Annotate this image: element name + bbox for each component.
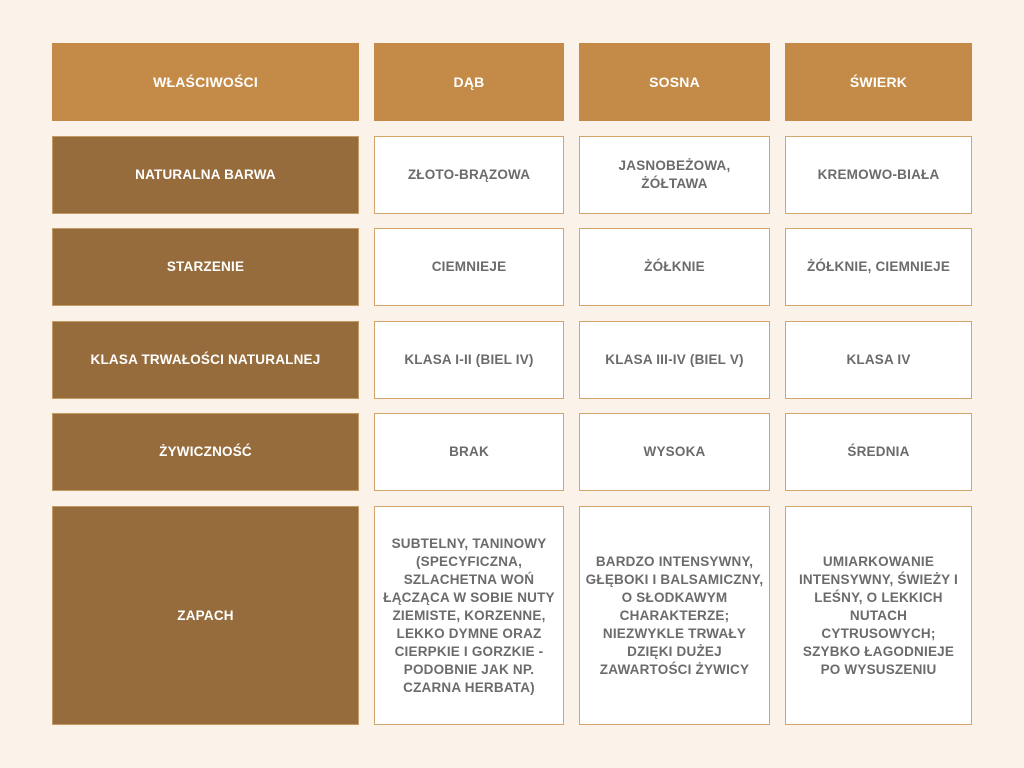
header-spruce: ŚWIERK: [785, 43, 972, 121]
cell-pine-natural-color: JASNOBEŻOWA, ŻÓŁTAWA: [579, 136, 770, 214]
cell-spruce-durability-class: KLASA IV: [785, 321, 972, 399]
cell-oak-natural-color: ZŁOTO-BRĄZOWA: [374, 136, 564, 214]
row-label-durability-class: KLASA TRWAŁOŚCI NATURALNEJ: [52, 321, 359, 399]
header-pine: SOSNA: [579, 43, 770, 121]
cell-spruce-aging: ŻÓŁKNIE, CIEMNIEJE: [785, 228, 972, 306]
cell-oak-durability-class: KLASA I-II (BIEL IV): [374, 321, 564, 399]
cell-spruce-resin-content: ŚREDNIA: [785, 413, 972, 491]
cell-oak-aging: CIEMNIEJE: [374, 228, 564, 306]
row-label-natural-color: NATURALNA BARWA: [52, 136, 359, 214]
cell-pine-durability-class: KLASA III-IV (BIEL V): [579, 321, 770, 399]
cell-spruce-natural-color: KREMOWO-BIAŁA: [785, 136, 972, 214]
cell-pine-resin-content: WYSOKA: [579, 413, 770, 491]
cell-pine-smell: BARDZO INTENSYWNY, GŁĘBOKI I BALSAMICZNY, O SŁODKAWYM CHARAKTERZE; NIEZWYKLE TRWAŁY DZIĘKI DUŻEJ ZAWARTOŚCI ŻYWICY: [579, 506, 770, 725]
row-label-resin-content: ŻYWICZNOŚĆ: [52, 413, 359, 491]
cell-spruce-smell: UMIARKOWANIE INTENSYWNY, ŚWIEŻY I LEŚNY, O LEKKICH NUTACH CYTRUSOWYCH; SZYBKO ŁAGODNIEJE PO WYSUSZENIU: [785, 506, 972, 725]
header-oak: DĄB: [374, 43, 564, 121]
row-label-aging: STARZENIE: [52, 228, 359, 306]
cell-oak-resin-content: BRAK: [374, 413, 564, 491]
cell-pine-aging: ŻÓŁKNIE: [579, 228, 770, 306]
cell-oak-smell: SUBTELNY, TANINOWY (SPECYFICZNA, SZLACHETNA WOŃ ŁĄCZĄCA W SOBIE NUTY ZIEMISTE, KORZENNE, LEKKO DYMNE ORAZ CIERPKIE I GORZKIE - PODOBNIE JAK NP. CZARNA HERBATA): [374, 506, 564, 725]
row-label-smell: ZAPACH: [52, 506, 359, 725]
header-properties: WŁAŚCIWOŚCI: [52, 43, 359, 121]
